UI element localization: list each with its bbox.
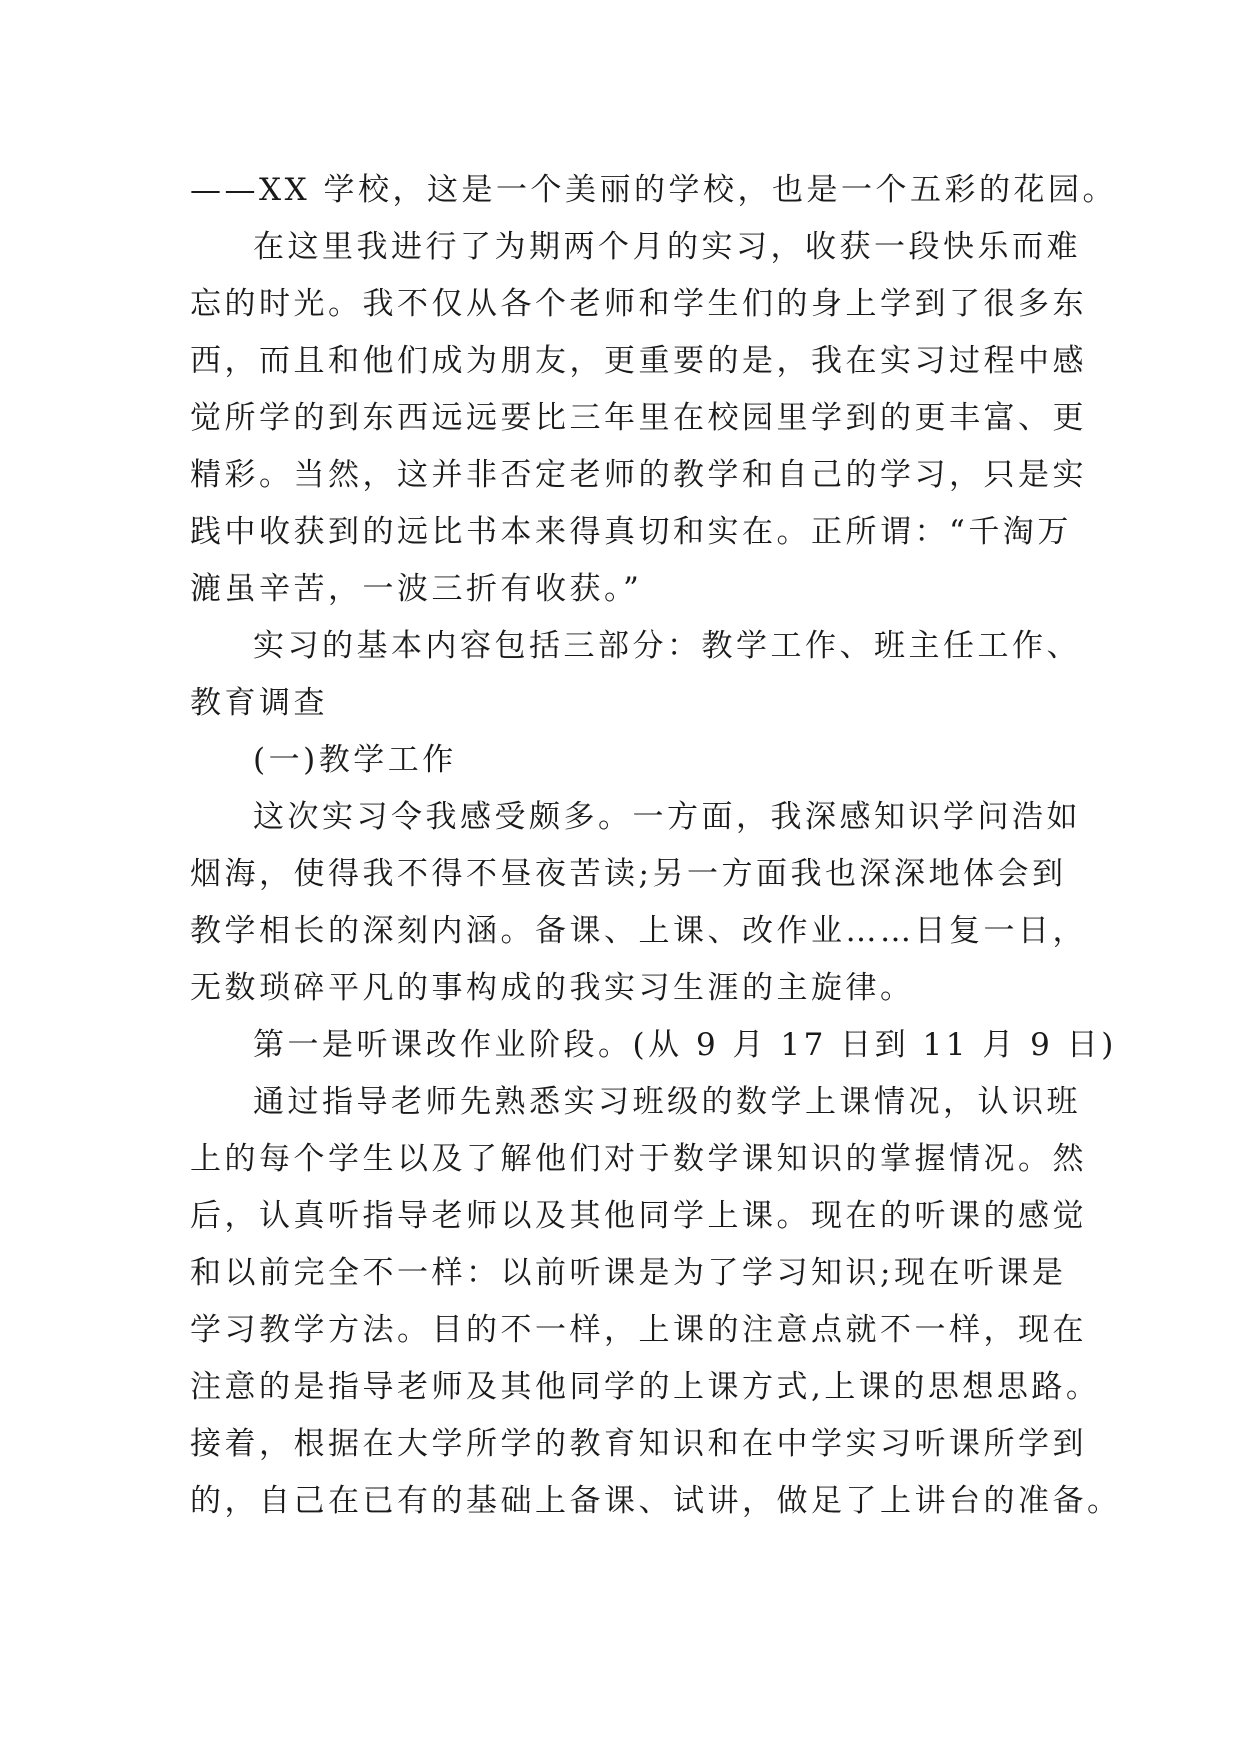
text-line-16: 第一是听课改作业阶段。(从 9 月 17 日到 11 月 9 日) (253, 1027, 1117, 1063)
text-line-4: 西，而且和他们成为朋友，更重要的是，我在实习过程中感 (190, 343, 1087, 379)
text-line-5: 觉所学的到东西远远要比三年里在校园里学到的更丰富、更 (190, 400, 1087, 436)
text-line-1: ——XX 学校，这是一个美丽的学校，也是一个五彩的花园。 (190, 172, 1117, 208)
text-line-24: 的，自己在已有的基础上备课、试讲，做足了上讲台的准备。 (190, 1483, 1122, 1519)
text-line-13: 烟海，使得我不得不昼夜苦读;另一方面我也深深地体会到 (190, 856, 1067, 892)
text-line-12: 这次实习令我感受颇多。一方面，我深感知识学问浩如 (253, 799, 1081, 835)
text-line-17: 通过指导老师先熟悉实习班级的数学上课情况，认识班 (253, 1084, 1081, 1120)
text-line-22: 注意的是指导老师及其他同学的上课方式,上课的思想思路。 (190, 1369, 1101, 1405)
text-line-10: 教育调查 (190, 685, 328, 721)
text-line-7: 践中收获到的远比书本来得真切和实在。正所谓：“千淘万 (190, 514, 1072, 550)
text-line-8: 漉虽辛苦，一波三折有收获。” (190, 571, 643, 607)
text-line-9: 实习的基本内容包括三部分：教学工作、班主任工作、 (253, 628, 1081, 664)
text-line-6: 精彩。当然，这并非否定老师的教学和自己的学习，只是实 (190, 457, 1087, 493)
text-line-2: 在这里我进行了为期两个月的实习，收获一段快乐而难 (253, 229, 1081, 265)
text-line-23: 接着，根据在大学所学的教育知识和在中学实习听课所学到 (190, 1426, 1087, 1462)
text-line-3: 忘的时光。我不仅从各个老师和学生们的身上学到了很多东 (190, 286, 1087, 322)
text-line-18: 上的每个学生以及了解他们对于数学课知识的掌握情况。然 (190, 1141, 1087, 1177)
text-line-14: 教学相长的深刻内涵。备课、上课、改作业……日复一日， (190, 913, 1087, 949)
text-line-19: 后，认真听指导老师以及其他同学上课。现在的听课的感觉 (190, 1198, 1087, 1234)
section-heading: (一)教学工作 (253, 742, 457, 778)
text-line-15: 无数琐碎平凡的事构成的我实习生涯的主旋律。 (190, 970, 915, 1006)
text-line-21: 学习教学方法。目的不一样，上课的注意点就不一样，现在 (190, 1312, 1087, 1348)
text-line-20: 和以前完全不一样：以前听课是为了学习知识;现在听课是 (190, 1255, 1067, 1291)
